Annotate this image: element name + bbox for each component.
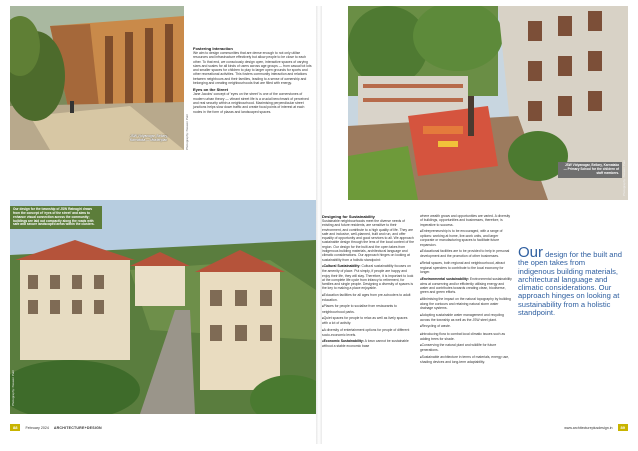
left-folio xyxy=(10,424,102,431)
cultural-body: Cultural sustainability focuses on the amenity of place. Put simply, if people are happy and enjoy their life, they will stay. Therefore, it is important to look at the complete life cycle from infancy to retirement, for families and single people. Designing a diversity of spaces is the key to making a place enjoyable. xyxy=(322,263,414,291)
sustainability-heading: Designing for Sustainability xyxy=(322,214,375,219)
township-aerial-photo xyxy=(10,200,316,414)
left-page xyxy=(10,6,316,444)
school-photo-caption: JSW Vidyanagar, Bellary, Karnataka — Primary School for the children of staff members. xyxy=(558,162,622,178)
bottom-photo-credit: Photography: Naveen Patil xyxy=(11,370,15,406)
environmental-paragraph xyxy=(420,277,512,295)
right-column-1 xyxy=(322,212,414,351)
environmental-item: ■ Adopting sustainable water management and recycling across the township as well as the JSW steel plant. xyxy=(420,313,512,323)
left-page-number: 88 xyxy=(10,424,20,431)
fostering-heading: Fostering Interaction xyxy=(193,46,233,51)
top-photo-caption: JSW Vidyanagar, Bellary, Karnataka — Masterplan xyxy=(130,134,168,142)
environmental-body: Environmental sustainability aims at conserving and/or efficiently utilising energy and water and contributes towards creating clean, biodiverse, green and green efforts. xyxy=(420,276,512,295)
right-column-2 xyxy=(420,214,512,366)
top-photo-credit-right: Photography: Naveen Patil xyxy=(622,160,626,196)
sustainability-intro: Sustainable neighbourhoods meet the diverse needs of existing and future residents, are sensitive to their environment, and contribute to a high quality of life. They are safe and inclusive, well-planned, built and run, and offer equality of opportunity and good services to all. We approach sustainable design through the lens of the local context of the region. Our design for the built and the open takes from indigenous building materials, architectural language and climatic considerations. Our approach hinges on looking at sustainability from a holistic standpoint: xyxy=(322,219,414,262)
environmental-item: ■ Conserving the natural plant and wildlife for future generations. xyxy=(420,343,512,353)
economic-item: ■ Entrepreneurship is to be encouraged, with a range of options: working at home, live-work units, and larger corporate or manufacturing spaces to facilitate future expansion. xyxy=(420,229,512,247)
right-page-number: 89 xyxy=(618,424,628,431)
issue-date: February 2024 xyxy=(25,425,49,430)
eyes-heading: Eyes on the Street xyxy=(193,87,228,93)
economic-item: ■ Educational facilities are to be provided to help in personal development and the promotion of other businesses. xyxy=(420,249,512,259)
fostering-body: We aim to design communities that are dense enough to not only utilise resources and infrastructure effectively but allow people to be close to each other. To that end, we consciously design open, interactive spaces of varying sizes and scales for all kinds of users across age groups — from casual tot lots and smaller spaces for children to play to larger open grounds for sports and other recreational activities. This fosters community interaction and relations between neighbours and their families, leading to a sense of ownership and belonging and creating neighbourhoods that are filled with energy. xyxy=(193,51,312,86)
cultural-item: ■ Education facilities for all ages from pre-schoolers to adult education. xyxy=(322,293,414,303)
cultural-item: ■ A diversity of entertainment options for people of different socio-economic levels. xyxy=(322,328,414,338)
eyes-body: Jane Jacobs' concept of 'eyes on the street' is one of the cornerstones of modern urban theory — vibrant street life is a crucial benchmark of perceived and real security within a neighbourhood. Maximising perpendicular street junctions helps slow down traffic and create focal points of interest at each nodes in the form of plazas and landscaped spaces. xyxy=(193,92,309,114)
cultural-item: ■ Places for people to socialise from restaurants to neighbourhood parks. xyxy=(322,304,414,314)
environmental-lead: ■ Environmental sustainability: xyxy=(420,277,469,281)
left-text-column xyxy=(193,44,313,116)
economic-paragraph xyxy=(322,339,414,349)
right-page xyxy=(322,6,628,444)
economic-continued: where wealth grows and opportunities are varied. A diversity of buildings, opportunities and businesses, therefore, is imperative to success. xyxy=(420,214,511,227)
pull-quote-first-word: Our xyxy=(518,244,544,261)
environmental-item: ■ Sustainable architecture in terms of materials, energy use, shading devices and long-term adaptability. xyxy=(420,355,512,365)
magazine-name: ARCHITECTURE+DESIGN xyxy=(53,425,102,430)
pull-quote xyxy=(518,246,622,317)
cultural-item: ■ Quiet spaces for people to relax as well as lively spaces with a lot of activity. xyxy=(322,316,414,326)
environmental-item: ■ Minimising the impact on the natural topography by building along the contours and retaining natural storm water drainage systems. xyxy=(420,297,512,311)
economic-body: A town cannot be sustainable without a stable economic base xyxy=(322,339,409,349)
cultural-lead: ■ Cultural Sustainability: xyxy=(322,264,361,268)
economic-lead: ■ Economic Sustainability: xyxy=(322,339,364,343)
right-folio xyxy=(564,424,628,431)
environmental-item: ■ Recycling of waste. xyxy=(420,324,512,329)
top-photo-credit: Photography: Naveen Patil xyxy=(185,114,189,150)
economic-item: ■ Retail spaces, both regional and neighbourhood, attract regional spenders to contribute to the local economy for longer. xyxy=(420,261,512,275)
colonnade-street-photo xyxy=(10,6,184,150)
website: www.architectureplusdesign.in xyxy=(564,425,613,430)
environmental-item: ■ Introducing flora to combat local climatic issues such as adding trees for shade. xyxy=(420,332,512,342)
cultural-paragraph xyxy=(322,264,414,291)
bottom-photo-caption: Our design for the township of JSW Ratnagiri draws from the concept of 'eyes of the street' and aims to enhance visual connection across the community; buildings are laid out compactly along the roads with safe and secure landscaped areas within the clusters. xyxy=(10,206,102,229)
pull-quote-text: design for the built and the open takes from indigenous building materials, architectural language and climatic considerations. Our approach hinges on looking at sustainability from a holistic standpoint. xyxy=(518,250,622,318)
